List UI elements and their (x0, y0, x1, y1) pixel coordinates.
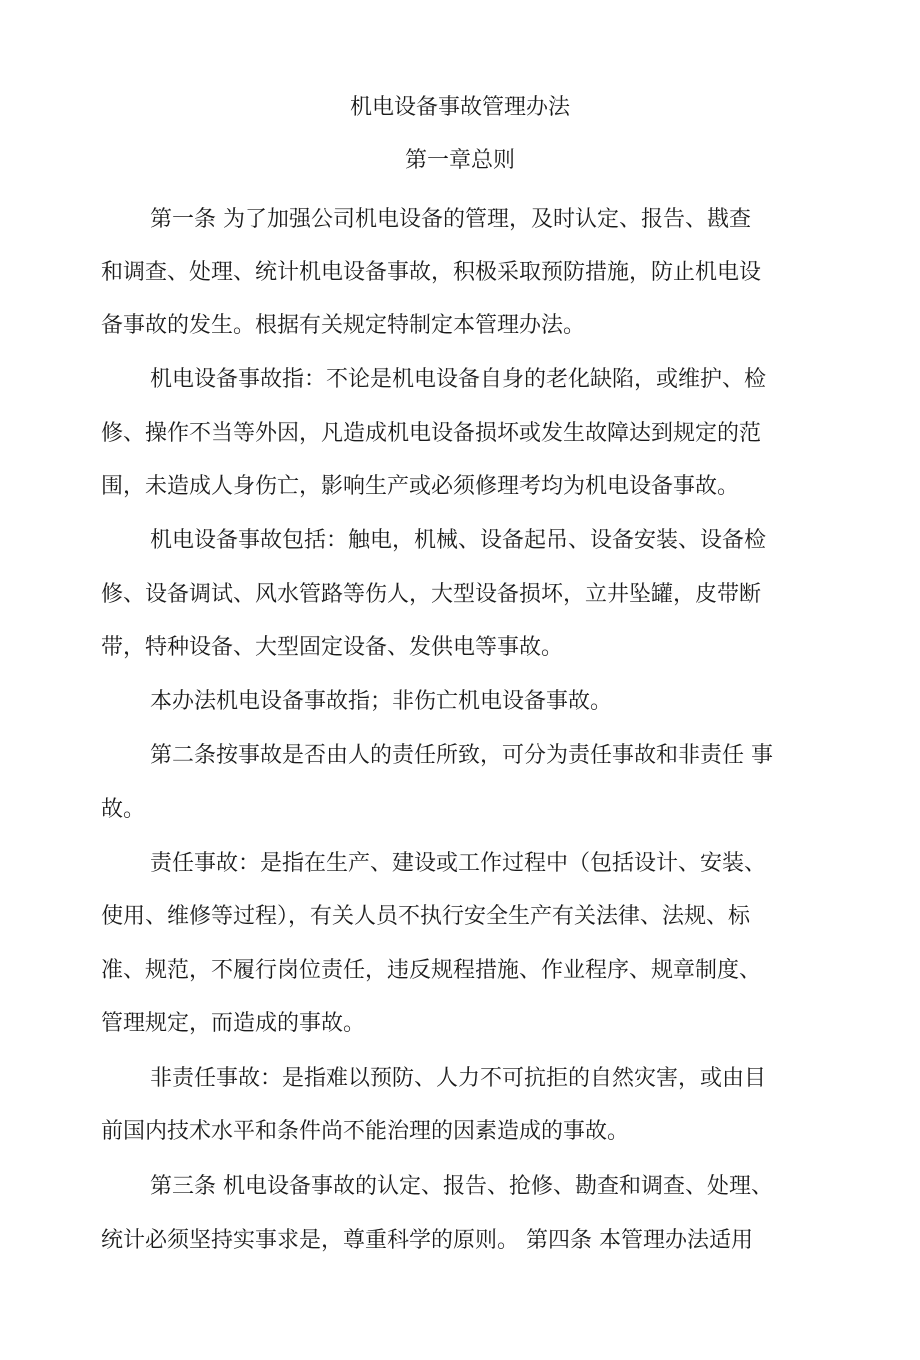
text-line: 备事故的发生。根据有关规定特制定本管理办法。 (101, 313, 586, 338)
text-line: 使用、维修等过程），有关人员不执行安全生产有关法律、法规、标 (101, 904, 751, 929)
text-line: 带，特种设备、大型固定设备、发供电等事故。 (101, 635, 564, 660)
text-line: 第二条按事故是否由人的责任所致，可分为责任事故和非责任 事 (150, 743, 773, 768)
text-line: 修、操作不当等外因，凡造成机电设备损坏或发生故障达到规定的范 (101, 421, 762, 446)
text-line: 修、设备调试、风水管路等伤人，大型设备损坏，立井坠罐，皮带断 (101, 582, 762, 607)
text-line: 统计必须坚持实事求是，尊重科学的原则。 第四条 本管理办法适用 (101, 1228, 753, 1253)
text-line: 管理规定，而造成的事故。 (101, 1011, 366, 1036)
text-line: 第三条 机电设备事故的认定、报告、抢修、勘查和调查、处理、 (150, 1174, 773, 1199)
text-line: 围，未造成人身伤亡，影响生产或必须修理考均为机电设备事故。 (101, 474, 740, 499)
chapter-heading: 第一章总则 (404, 148, 515, 173)
text-line: 非责任事故：是指难以预防、人力不可抗拒的自然灾害，或由目 (150, 1066, 767, 1091)
text-line: 本办法机电设备事故指；非伤亡机电设备事故。 (150, 689, 613, 714)
text-line: 前国内技术水平和条件尚不能治理的因素造成的事故。 (101, 1119, 630, 1144)
text-line: 机电设备事故包括：触电，机械、设备起吊、设备安装、设备检 (150, 528, 767, 553)
text-line: 准、规范，不履行岗位责任，违反规程措施、作业程序、规章制度、 (101, 958, 762, 983)
text-line: 责任事故：是指在生产、建设或工作过程中（包括设计、安装、 (150, 851, 767, 876)
text-line: 机电设备事故指：不论是机电设备自身的老化缺陷，或维护、检 (150, 367, 767, 392)
text-line: 故。 (101, 797, 146, 822)
text-line: 第一条 为了加强公司机电设备的管理，及时认定、报告、戡查 (150, 207, 751, 232)
document-title: 机电设备事故管理办法 (349, 95, 570, 120)
text-line: 和调查、处理、统计机电设备事故，积极采取预防措施，防止机电设 (101, 260, 762, 285)
